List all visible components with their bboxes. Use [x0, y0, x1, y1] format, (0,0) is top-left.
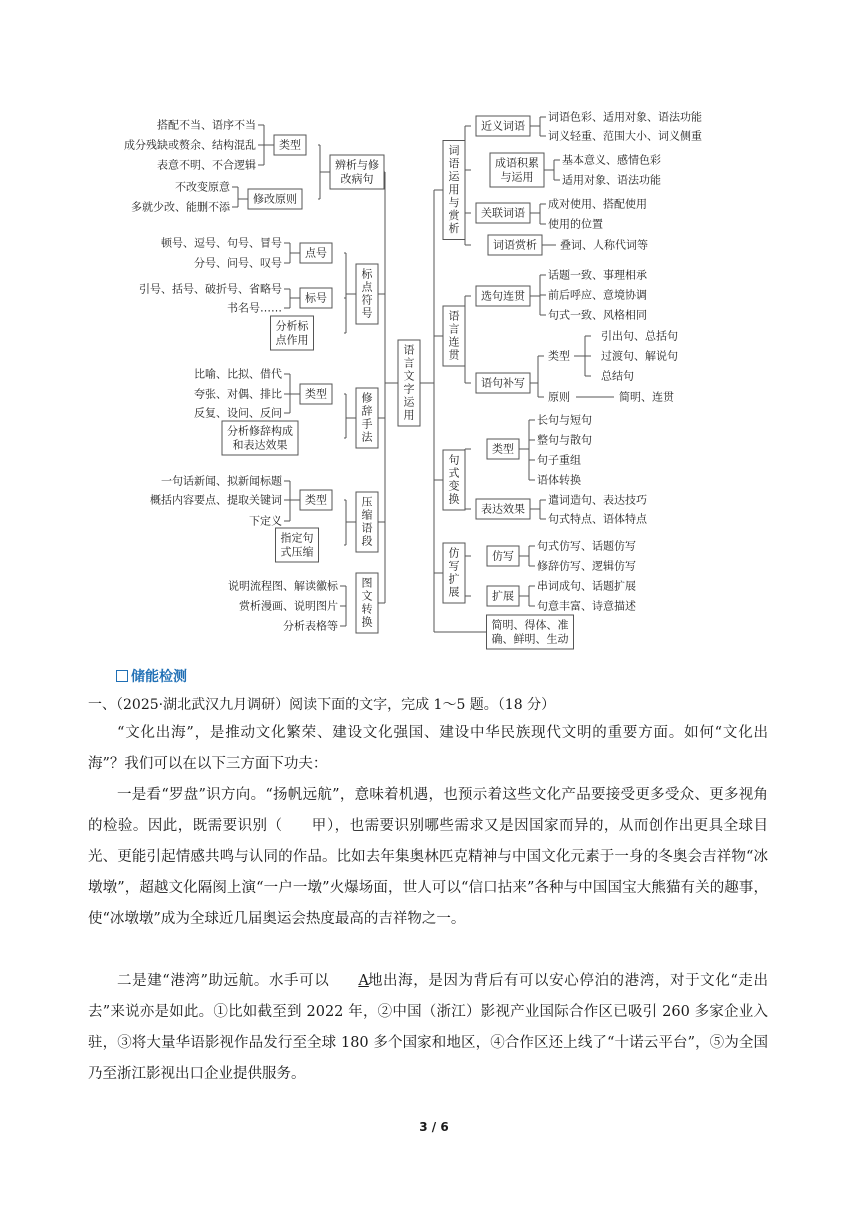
right-leaf-text: 总结句	[601, 369, 634, 383]
right-category-0-char: 与	[448, 196, 460, 209]
left-category-1-char: 点	[361, 280, 373, 294]
left-category-0-text: 改病句	[340, 172, 374, 186]
left-leaf-text: 下定义	[249, 514, 282, 528]
left-leaf-text: 比喻、比拟、借代	[194, 367, 282, 381]
left-category-2-char: 手	[361, 417, 373, 431]
right-category-0-char: 词	[448, 144, 460, 157]
left-category-2-char: 法	[361, 430, 373, 444]
right-leaf-text: 句式特点、语体特点	[548, 512, 647, 526]
right-sub-0-1-text: 与运用	[500, 170, 534, 184]
left-sub-1-0-text: 点号	[305, 246, 327, 260]
right-category-1-char: 言	[448, 322, 460, 336]
left-leaf-text: 顿号、逗号、句号、冒号	[161, 236, 282, 250]
left-leaf-text: 说明流程图、解读徽标	[228, 579, 338, 593]
left-leaf-text: 赏析漫画、说明图片	[239, 599, 338, 613]
right-sub-1-1-text: 语句补写	[481, 376, 525, 390]
right-leaf-text: 整句与散句	[537, 433, 592, 447]
right-category-3-char: 写	[448, 559, 460, 573]
center-node-char: 用	[403, 408, 415, 422]
left-sub-0-1-text: 修改原则	[253, 192, 297, 206]
right-leaf-text: 句子重组	[537, 453, 581, 467]
left-category-4-char: 图	[361, 576, 373, 590]
left-leaf-text: 不改变原意	[175, 180, 230, 194]
left-sub-2-1-text: 和表达效果	[232, 438, 288, 452]
left-category-3-char: 压	[361, 495, 373, 509]
right-leaf-text: 遣词造句、表达技巧	[548, 493, 647, 507]
left-leaf-text: 夸张、对偶、排比	[194, 387, 282, 401]
right-category-2-char: 式	[448, 466, 460, 480]
right-leaf-text: 句意丰富、诗意描述	[537, 599, 636, 613]
right-leaf-text: 简明、连贯	[619, 390, 674, 404]
right-category-1-char: 贯	[448, 348, 460, 362]
left-sub-0-0-text: 类型	[279, 138, 301, 152]
right-category-2-char: 句	[448, 453, 460, 467]
page-number: 3 / 6	[419, 1120, 449, 1134]
right-sub-3-1-text: 扩展	[492, 589, 514, 603]
left-leaf-text: 多就少改、能删不添	[131, 200, 230, 214]
paragraph-2-part-a: 一是看“罗盘”识方向。“扬帆远航”，意味着机遇，也预示着这些文化产品要接受更多受众、更多视角的检验。因此，既需要识别（	[88, 787, 768, 834]
left-category-2-char: 修	[361, 391, 373, 405]
right-leaf-text: 句式一致、风格相同	[548, 308, 647, 322]
right-sub-1-0-text: 选句连贯	[481, 289, 525, 303]
right-leaf-text: 词义轻重、范围大小、词义侧重	[548, 129, 702, 143]
left-category-1-char: 号	[361, 306, 373, 320]
paragraph-3-part-a: 二是建“港湾”助远航。水手可以	[117, 973, 330, 989]
left-leaf-text: 概括内容要点、提取关键词	[150, 493, 282, 507]
left-sub-1-2-text: 分析标	[275, 319, 309, 333]
paragraph-1: “文化出海”，是推动文化繁荣、建设文化强国、建设中华民族现代文明的重要方面。如何“文化出海”？我们可以在以下三方面下功夫：	[88, 725, 768, 772]
right-leaf-text: 过渡句、解说句	[601, 349, 678, 363]
right-category-2-char: 换	[448, 492, 460, 506]
right-category-3-char: 仿	[448, 546, 460, 560]
left-category-3-char: 缩	[361, 508, 373, 522]
left-leaf-text: 书名号……	[227, 301, 282, 315]
paragraph-2-part-b: ），也需要识别哪些需求又是因国家而异的，从而创作出更具全球目光、更能引起情感共鸣与认同的作品。比如去年集奥林匹克精神与中国文化元素于一身的冬奥会吉祥物“冰墩墩”，超越文化隔阂上演“一户一墩”火爆场面，世人可以“信口拈来”各种与中国国宝大熊猫有关的趣事，使“冰墩墩”成为全球近几届奥运会热度最高的吉祥物之一。	[88, 818, 769, 927]
right-sub-0-1-text: 成语积累	[495, 156, 539, 170]
left-category-4-char: 转	[361, 602, 373, 616]
left-category-2-char: 辞	[361, 404, 373, 418]
right-sub-3-0-text: 仿写	[492, 549, 514, 563]
right-sub-0-2-text: 关联词语	[481, 206, 525, 220]
right-category-4-text: 确、鲜明、生动	[491, 632, 569, 646]
right-category-1-char: 语	[448, 309, 460, 323]
right-category-0-char: 运	[448, 170, 460, 183]
left-category-3-char: 段	[361, 534, 373, 548]
right-leaf-text: 成对使用、搭配使用	[548, 197, 647, 211]
right-leaf-text: 句式仿写、话题仿写	[537, 539, 636, 553]
left-category-4-char: 文	[361, 589, 373, 603]
left-category-0-text: 辨析与修	[335, 158, 379, 172]
right-leaf-text: 串词成句、话题扩展	[537, 579, 636, 593]
left-sub-3-1-text: 式压缩	[280, 545, 314, 559]
right-leaf-text: 使用的位置	[548, 217, 603, 231]
right-leaf-text: 词语色彩、适用对象、语法功能	[548, 110, 702, 124]
blank-jia: 甲	[311, 818, 327, 834]
right-category-0-char: 赏	[448, 209, 460, 222]
left-sub-2-0-text: 类型	[305, 387, 327, 401]
left-category-1-char: 标	[361, 267, 373, 281]
paragraph-3	[88, 966, 768, 1090]
right-leaf-text: 语体转换	[537, 473, 581, 487]
right-leaf-text: 话题一致、事理相承	[548, 268, 647, 282]
right-leaf-text: 叠词、人称代词等	[560, 238, 648, 252]
left-leaf-text: 表意不明、不合逻辑	[157, 158, 256, 172]
type-label: 类型	[548, 349, 570, 363]
right-category-4-text: 简明、得体、准	[491, 618, 569, 632]
principle-label: 原则	[548, 390, 570, 404]
right-category-3-char: 展	[448, 585, 460, 599]
left-leaf-text: 分号、问号、叹号	[194, 256, 282, 270]
question-instruction: 阅读下面的文字，完成 1～5 题。（18 分）	[289, 697, 556, 713]
center-node-char: 语	[403, 343, 415, 357]
right-sub-2-0-text: 类型	[492, 442, 514, 456]
right-leaf-text: 适用对象、语法功能	[562, 173, 661, 187]
left-category-1-char: 符	[361, 293, 373, 307]
left-category-3-char: 语	[361, 521, 373, 535]
blank-a: A	[358, 973, 369, 989]
right-category-0-char: 析	[448, 222, 460, 235]
center-node-char: 文	[403, 369, 415, 383]
center-node-char: 字	[403, 382, 415, 396]
left-leaf-text: 成分残缺或赘余、结构混乱	[124, 138, 256, 152]
section-heading	[116, 666, 187, 686]
left-leaf-text: 引号、括号、破折号、省略号	[139, 282, 282, 296]
right-category-0-char: 用	[448, 183, 460, 196]
paragraph-2	[88, 780, 768, 935]
left-sub-1-2-text: 点作用	[275, 333, 309, 347]
section-title: 储能检测	[131, 669, 187, 685]
right-leaf-text: 引出句、总括句	[601, 329, 678, 343]
right-category-3-char: 扩	[448, 572, 460, 586]
left-sub-3-1-text: 指定句	[280, 531, 314, 545]
right-leaf-text: 基本意义、感情色彩	[562, 153, 661, 167]
right-category-0-char: 语	[448, 157, 460, 170]
center-node-char: 言	[403, 356, 415, 370]
left-leaf-text: 一句话新闻、拟新闻标题	[161, 474, 282, 488]
square-icon	[116, 670, 128, 682]
right-sub-0-3-text: 词语赏析	[493, 238, 537, 252]
right-leaf-text: 修辞仿写、逻辑仿写	[537, 559, 636, 573]
question-header	[88, 694, 555, 714]
right-sub-2-1-text: 表达效果	[481, 502, 525, 516]
left-sub-3-0-text: 类型	[305, 493, 327, 507]
left-leaf-text: 分析表格等	[283, 619, 338, 633]
center-node-char: 运	[403, 395, 415, 409]
right-category-2-char: 变	[448, 479, 460, 493]
right-leaf-text: 长句与短句	[537, 413, 592, 427]
left-sub-2-1-text: 分析修辞构成	[227, 424, 293, 438]
right-category-1-char: 连	[448, 335, 460, 349]
question-source: （2025·湖北武汉九月调研）	[116, 697, 290, 713]
right-leaf-text: 前后呼应、意境协调	[548, 288, 647, 302]
left-category-4-char: 换	[361, 615, 373, 629]
right-sub-0-0-text: 近义词语	[481, 119, 525, 133]
left-sub-1-1-text: 标号	[305, 291, 327, 305]
left-leaf-text: 搭配不当、语序不当	[157, 118, 256, 132]
left-leaf-text: 反复、设问、反问	[194, 406, 282, 420]
question-number: 一、	[88, 697, 116, 713]
paragraph-3-part-b: 地出海，是因为背后有可以安心停泊的港湾，对于文化“走出去”来说亦是如此。①比如截至到 2022 年，②中国（浙江）影视产业国际合作区已吸引 260 多家企业入驻，③将大量华语影视作品发行至全球 180 多个国家和地区，④合作区还上线了“十诺云平台”，⑤为全国乃至浙江影视出口企业提供服务。	[88, 973, 768, 1082]
